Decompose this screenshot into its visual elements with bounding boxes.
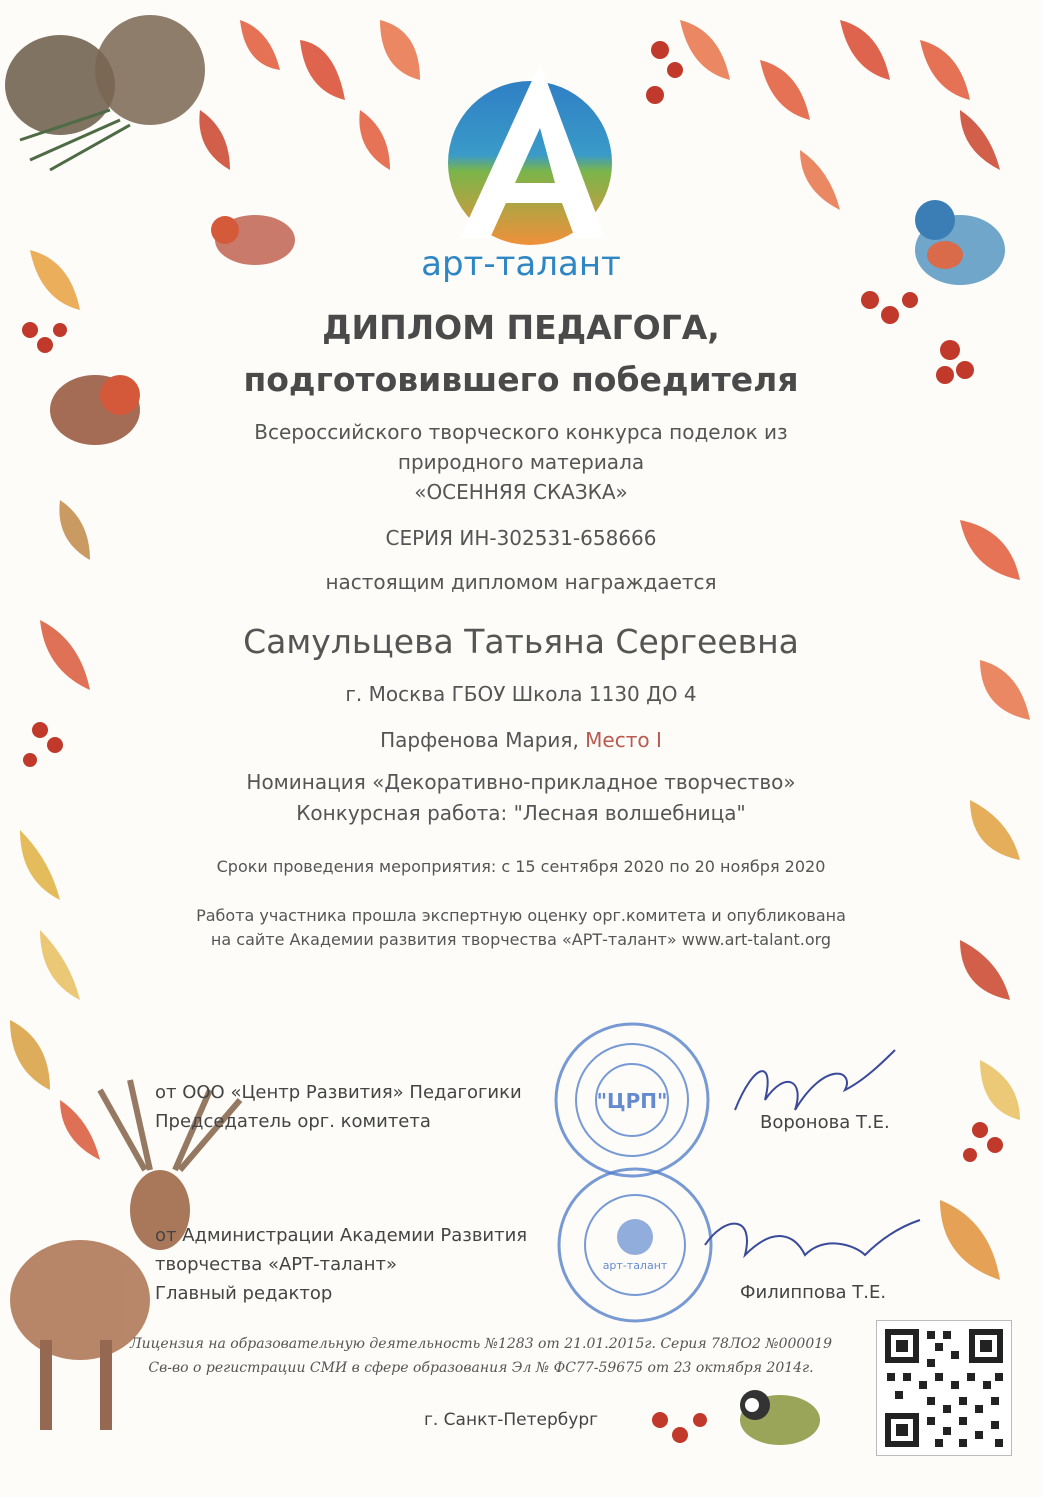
signer-2-name: Филиппова Т.Е. xyxy=(740,1282,887,1303)
signer-2-role: Главный редактор xyxy=(155,1283,333,1304)
brand-name: арт-талант xyxy=(421,244,621,284)
signature-2-scribble xyxy=(695,1205,925,1285)
seal-1-text: "ЦРП" xyxy=(596,1089,668,1113)
expert-note-line-2: на сайте Академии развития творчества «АРТ-талант» www.art-talant.org xyxy=(210,930,832,949)
signer-2-org: от Администрации Академии Развития xyxy=(155,1225,528,1246)
art-talant-seal-icon xyxy=(555,1165,715,1325)
pine-cone-icon xyxy=(5,15,205,170)
student-name: Парфенова Мария, xyxy=(380,728,579,752)
diploma-subtitle: подготовившего победителя xyxy=(243,360,799,399)
contest-line-1: Всероссийского творческого конкурса поделок из xyxy=(254,420,788,444)
signer-1-name: Воронова Т.Е. xyxy=(760,1112,890,1133)
nomination: Номинация «Декоративно-прикладное творчество» xyxy=(246,770,796,794)
city: г. Санкт-Петербург xyxy=(423,1410,599,1430)
recipient-organization: г. Москва ГБОУ Школа 1130 ДО 4 xyxy=(345,682,697,706)
signer-2-org-cont: творчества «АРТ-талант» xyxy=(155,1254,397,1275)
signer-1-org: от ООО «Центр Развития» Педагогики xyxy=(155,1082,522,1103)
expert-note-line-1: Работа участника прошла экспертную оценку орг.комитета и опубликована xyxy=(196,906,846,925)
series-number: СЕРИЯ ИН-302531-658666 xyxy=(385,526,657,550)
contest-line-2: природного материала xyxy=(397,450,645,474)
awarded-text: настоящим дипломом награждается xyxy=(325,570,717,594)
contest-name: «ОСЕННЯЯ СКАЗКА» xyxy=(414,480,628,504)
registration-text: Св-во о регистрации СМИ в сфере образования Эл № ФС77-59675 от 23 октября 2014г. xyxy=(148,1360,814,1376)
place-label: Место I xyxy=(585,728,662,752)
student-line xyxy=(0,728,1042,752)
contest-work: Конкурсная работа: "Лесная волшебница" xyxy=(296,801,746,825)
qr-code-icon xyxy=(876,1320,1012,1456)
diploma-title: ДИПЛОМ ПЕДАГОГА, xyxy=(322,308,720,347)
signature-1-scribble xyxy=(725,1040,905,1130)
crp-seal-icon xyxy=(552,1020,712,1180)
license-text: Лицензия на образовательную деятельность №1283 от 21.01.2015г. Серия 78ЛО2 №000019 xyxy=(129,1336,833,1352)
recipient-name: Самульцева Татьяна Сергеевна xyxy=(243,622,799,661)
event-dates: Сроки проведения мероприятия: с 15 сентября 2020 по 20 ноября 2020 xyxy=(216,857,826,876)
signer-1-role: Председатель орг. комитета xyxy=(155,1111,431,1132)
seal-2-text: арт-талант xyxy=(602,1259,668,1272)
